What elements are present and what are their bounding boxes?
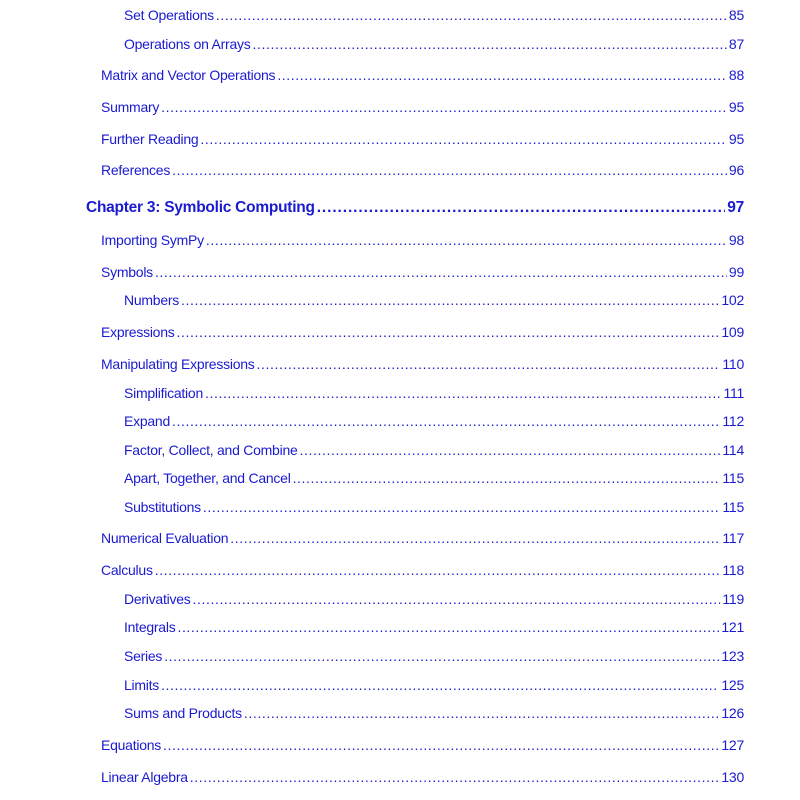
dot-leader	[177, 324, 720, 340]
toc-entry-page: 102	[721, 292, 744, 308]
dot-leader	[190, 769, 720, 785]
dot-leader	[230, 530, 720, 546]
toc-entry-title: Matrix and Vector Operations	[101, 67, 276, 83]
toc-entry-title: Importing SymPy	[101, 232, 204, 248]
toc-entry-page: 123	[721, 648, 744, 664]
toc-entry-title: Numbers	[124, 292, 180, 308]
toc-entry-page: 126	[721, 705, 744, 721]
dot-leader	[206, 232, 727, 248]
dot-leader	[216, 7, 727, 23]
chapter-title: Chapter 3: Symbolic Computing	[86, 199, 315, 216]
toc-entry-title: Symbols	[101, 264, 153, 280]
toc-entry-page: 115	[722, 470, 744, 486]
dot-leader	[317, 199, 726, 217]
toc-entry-references[interactable]	[101, 162, 744, 178]
toc-entry-page: 87	[728, 36, 744, 52]
toc-entry-title: References	[101, 162, 171, 178]
toc-entry-page: 118	[722, 562, 744, 578]
toc-entry-integrals[interactable]	[124, 619, 744, 635]
toc-entry-page: 117	[722, 530, 744, 546]
toc-entry-page: 95	[728, 99, 744, 115]
toc-entry-factor-collect-combine[interactable]	[124, 442, 744, 458]
toc-entry-page: 121	[721, 619, 744, 635]
toc-entry-title: Derivatives	[124, 591, 191, 607]
dot-leader	[177, 619, 719, 635]
toc-entry-derivatives[interactable]	[124, 591, 744, 607]
chapter-page: 97	[727, 199, 744, 216]
toc-entry-page: 95	[728, 131, 744, 147]
toc-entry-numerical-evaluation[interactable]	[101, 530, 744, 546]
toc-entry-symbols[interactable]	[101, 264, 744, 280]
toc-entry-title: Linear Algebra	[101, 769, 188, 785]
toc-entry-series[interactable]	[124, 648, 744, 664]
dot-leader	[161, 99, 727, 115]
toc-entry-page: 98	[728, 232, 744, 248]
toc-entry-title: Series	[124, 648, 163, 664]
toc-entry-title: Simplification	[124, 385, 203, 401]
dot-leader	[193, 591, 721, 607]
toc-entry-summary[interactable]	[101, 99, 744, 115]
dot-leader	[253, 36, 727, 52]
toc-entry-title: Substitutions	[124, 499, 201, 515]
toc-entry-title: Expand	[124, 413, 170, 429]
dot-leader	[172, 162, 727, 178]
toc-entry-page: 127	[721, 737, 744, 753]
toc-entry-numbers[interactable]	[124, 292, 744, 308]
dot-leader	[257, 356, 721, 372]
toc-entry-sums-and-products[interactable]	[124, 705, 744, 721]
dot-leader	[155, 264, 727, 280]
dot-leader	[181, 292, 719, 308]
toc-entry-page: 130	[721, 769, 744, 785]
dot-leader	[161, 677, 719, 693]
dot-leader	[300, 442, 721, 458]
toc-entry-page: 109	[721, 324, 744, 340]
dot-leader	[155, 562, 721, 578]
toc-entry-page: 88	[728, 67, 744, 83]
dot-leader	[200, 131, 727, 147]
dot-leader	[163, 737, 719, 753]
toc-entry-page: 119	[722, 591, 744, 607]
toc-entry-page: 96	[728, 162, 744, 178]
dot-leader	[205, 385, 721, 401]
toc-entry-page: 99	[728, 264, 744, 280]
toc-entry-importing-sympy[interactable]	[101, 232, 744, 248]
toc-entry-manipulating-expressions[interactable]	[101, 356, 744, 372]
toc-entry-apart-together-cancel[interactable]	[124, 470, 744, 486]
toc-entry-limits[interactable]	[124, 677, 744, 693]
toc-entry-operations-on-arrays[interactable]	[124, 36, 744, 52]
toc-entry-title: Equations	[101, 737, 162, 753]
toc-entry-set-operations[interactable]	[124, 7, 744, 23]
dot-leader	[164, 648, 719, 664]
toc-entry-simplification[interactable]	[124, 385, 744, 401]
toc-entry-further-reading[interactable]	[101, 131, 744, 147]
toc-entry-expand[interactable]	[124, 413, 744, 429]
toc-chapter-3-symbolic-computing[interactable]	[86, 199, 744, 217]
toc-entry-page: 85	[728, 7, 744, 23]
toc-entry-title: Factor, Collect, and Combine	[124, 442, 298, 458]
toc-entry-title: Expressions	[101, 324, 175, 340]
toc-entry-title: Numerical Evaluation	[101, 530, 229, 546]
toc-entry-title: Manipulating Expressions	[101, 356, 255, 372]
toc-entry-expressions[interactable]	[101, 324, 744, 340]
dot-leader	[277, 67, 727, 83]
toc-entry-page: 114	[722, 442, 744, 458]
toc-entry-substitutions[interactable]	[124, 499, 744, 515]
toc-entry-linear-algebra[interactable]	[101, 769, 744, 785]
toc-entry-equations[interactable]	[101, 737, 744, 753]
toc-entry-title: Apart, Together, and Cancel	[124, 470, 291, 486]
dot-leader	[244, 705, 719, 721]
dot-leader	[203, 499, 721, 515]
toc-entry-page: 125	[721, 677, 744, 693]
toc-entry-matrix-and-vector-operations[interactable]	[101, 67, 744, 83]
toc-entry-page: 110	[722, 356, 744, 372]
toc-entry-page: 115	[722, 499, 744, 515]
toc-entry-page: 112	[722, 413, 744, 429]
dot-leader	[293, 470, 721, 486]
toc-entry-page: 111	[723, 385, 744, 401]
toc-entry-title: Set Operations	[124, 7, 214, 23]
toc-entry-title: Sums and Products	[124, 705, 242, 721]
toc-entry-title: Summary	[101, 99, 160, 115]
toc-entry-title: Operations on Arrays	[124, 36, 251, 52]
toc-entry-title: Integrals	[124, 619, 176, 635]
toc-entry-calculus[interactable]	[101, 562, 744, 578]
toc-entry-title: Calculus	[101, 562, 153, 578]
toc-entry-title: Further Reading	[101, 131, 199, 147]
dot-leader	[172, 413, 720, 429]
toc-entry-title: Limits	[124, 677, 160, 693]
